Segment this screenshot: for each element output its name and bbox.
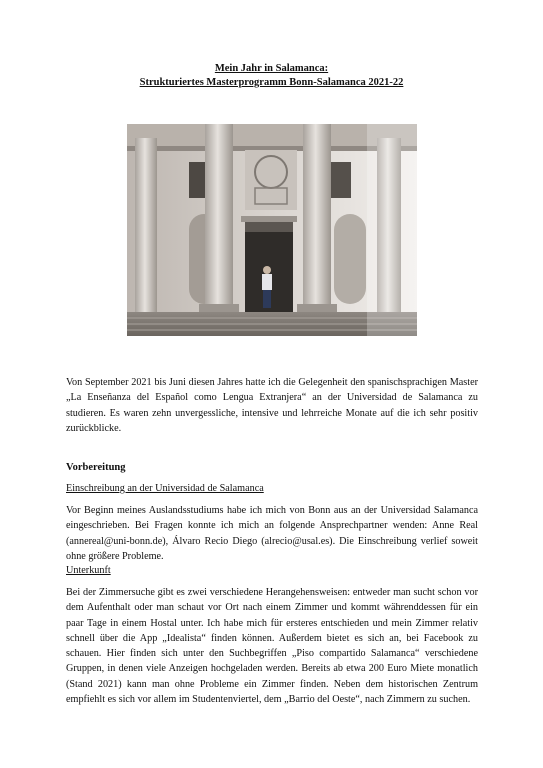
subheading-einschreibung: Einschreibung an der Universidad de Salamanca: [66, 483, 264, 494]
paragraph-unterkunft: Bei der Zimmersuche gibt es zwei verschiedene Herangehensweisen: entweder man sucht schon vor dem Aufenthalt oder man schaut vor Ort nach einem Zimmer und kommt währenddessen für ein paar Tage in einem Hostal unter. Ich habe mich für ersteres entschieden und mein Zimmer relativ schnell über die App „Idealista“ finden können. Außerdem bietet es sich an, bei Facebook zu schauen. Hier finden sich unter den Suchbegriffen „Piso compartido Salamanca“ verschiedene Gruppen, in denen viele Anzeigen hochgeladen werden. Bereits ab etwa 200 Euro Miete monatlich (Stand 2021) kann man ohne Probleme ein Zimmer finden. Neben dem historischen Zentrum empfiehlt es sich vor allem im Studentenviertel, dem „Barrio del Oeste“, nach Zimmern zu suchen.: [66, 587, 478, 706]
section-heading-vorbereitung: Vorbereitung: [66, 462, 126, 473]
paragraph-einschreibung: Vor Beginn meines Auslandsstudiums habe ich mich von Bonn aus an der Universidad Salamanca eingeschrieben. Bei Fragen konnte ich mich an folgende Ansprechpartner wenden: Anne Real (annereal@uni-bonn.de), Álvaro Recio Diego (alrecio@usal.es). Die Einschreibung verlief soweit ohne größere Probleme.: [66, 505, 478, 562]
document-title: [0, 62, 543, 90]
subheading-unterkunft: Unterkunft: [66, 565, 111, 576]
title-line-2: Strukturiertes Masterprogramm Bonn-Salamanca 2021-22: [139, 77, 404, 88]
university-facade-photo: [127, 124, 417, 336]
intro-paragraph: Von September 2021 bis Juni diesen Jahres hatte ich die Gelegenheit den spanischsprachigen Master „La Enseñanza del Español como Lengua Extranjera“ an der Universidad de Salamanca zu studieren. Es waren zehn unvergessliche, intensive und lehrreiche Monate auf die ich sehr positiv zurückblicke.: [66, 377, 478, 434]
title-line-1: Mein Jahr in Salamanca:: [214, 63, 329, 74]
